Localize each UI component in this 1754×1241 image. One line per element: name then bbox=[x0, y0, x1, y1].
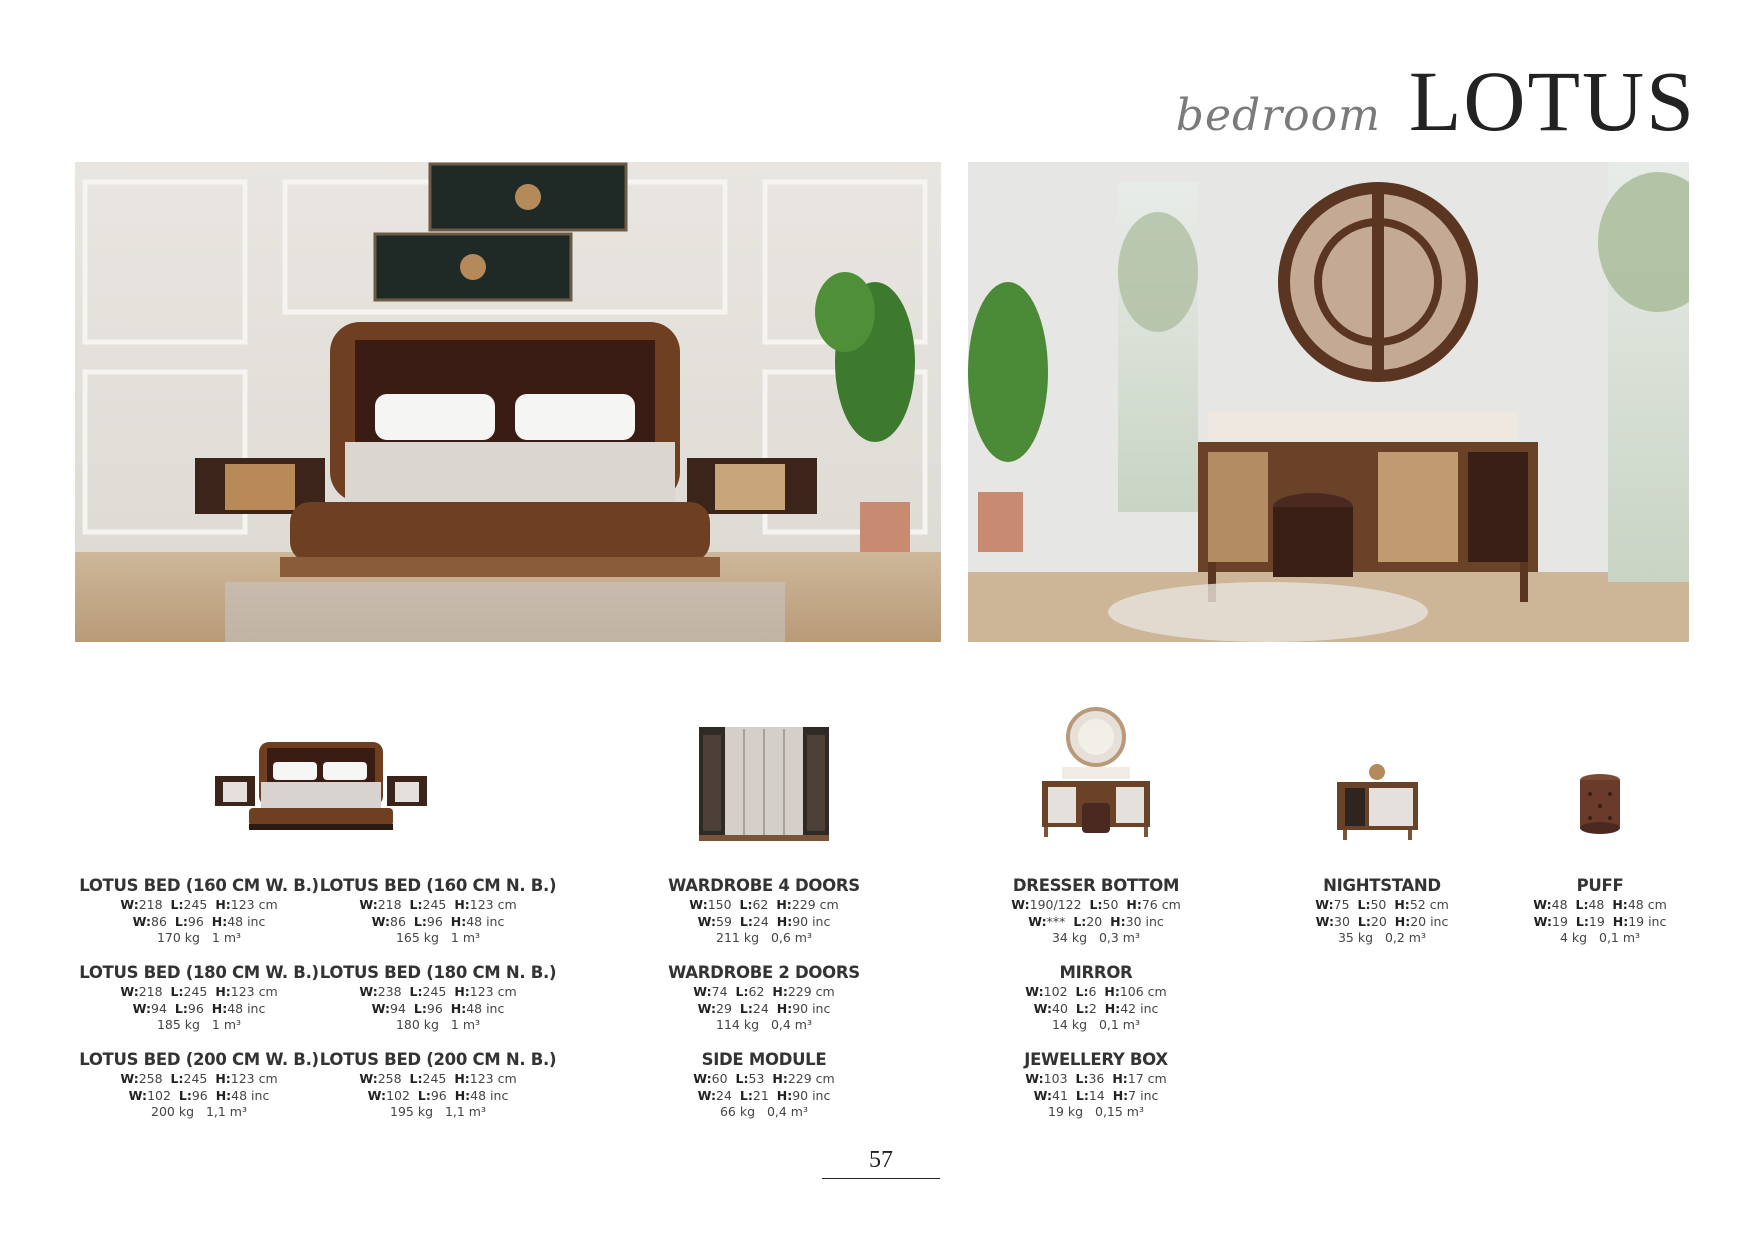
product-spec bbox=[318, 875, 558, 947]
product-spec bbox=[664, 1049, 864, 1121]
product-name: NIGHTSTAND bbox=[1323, 876, 1441, 895]
spec-metric: W:218 L:245 H:123 cm bbox=[359, 897, 517, 912]
spec-imperial: W:*** L:20 H:30 inc bbox=[1028, 913, 1164, 929]
product-spec bbox=[664, 962, 864, 1034]
product-spec bbox=[1001, 1049, 1191, 1121]
spec-imperial: W:24 L:21 H:90 inc bbox=[697, 1087, 831, 1103]
spec-imperial: W:94 L:96 H:48 inc bbox=[371, 1000, 505, 1016]
spec-weight-volume: 200 kg 1,1 m³ bbox=[151, 1104, 247, 1119]
puff-thumbnail bbox=[1578, 774, 1622, 834]
spec-weight-volume: 14 kg 0,1 m³ bbox=[1051, 1017, 1140, 1032]
spec-metric: W:102 L:6 H:106 cm bbox=[1025, 984, 1167, 999]
product-name: LOTUS BED (160 CM N. B.) bbox=[319, 876, 557, 895]
spec-weight-volume: 195 kg 1,1 m³ bbox=[390, 1104, 486, 1119]
spec-weight-volume: 66 kg 0,4 m³ bbox=[719, 1104, 808, 1119]
spec-imperial: W:102 L:96 H:48 inc bbox=[128, 1087, 270, 1103]
product-name: DRESSER BOTTOM bbox=[1012, 876, 1180, 895]
product-name: SIDE MODULE bbox=[701, 1050, 827, 1069]
spec-metric: W:190/122 L:50 H:76 cm bbox=[1011, 897, 1181, 912]
product-spec bbox=[318, 1049, 558, 1121]
product-spec bbox=[79, 962, 319, 1034]
product-spec bbox=[1522, 875, 1678, 947]
spec-weight-volume: 211 kg 0,6 m³ bbox=[716, 930, 812, 945]
spec-metric: W:258 L:245 H:123 cm bbox=[359, 1071, 517, 1086]
spec-weight-volume: 19 kg 0,15 m³ bbox=[1048, 1104, 1144, 1119]
spec-weight-volume: 170 kg 1 m³ bbox=[156, 930, 242, 945]
product-spec bbox=[1001, 962, 1191, 1034]
spec-metric: W:74 L:62 H:229 cm bbox=[693, 984, 835, 999]
spec-weight-volume: 185 kg 1 m³ bbox=[156, 1017, 242, 1032]
nightstand-thumbnail bbox=[1335, 762, 1420, 840]
page-number: 57 bbox=[822, 1147, 940, 1179]
spec-metric: W:75 L:50 H:52 cm bbox=[1315, 897, 1449, 912]
spec-metric: W:48 L:48 H:48 cm bbox=[1533, 897, 1667, 912]
product-name: WARDROBE 4 DOORS bbox=[668, 876, 860, 895]
spec-imperial: W:86 L:96 H:48 inc bbox=[132, 913, 266, 929]
spec-imperial: W:102 L:96 H:48 inc bbox=[367, 1087, 509, 1103]
spec-metric: W:238 L:245 H:123 cm bbox=[359, 984, 517, 999]
product-spec bbox=[318, 962, 558, 1034]
spec-metric: W:218 L:245 H:123 cm bbox=[120, 984, 278, 999]
page-header bbox=[1175, 53, 1696, 149]
spec-weight-volume: 180 kg 1 m³ bbox=[395, 1017, 481, 1032]
wardrobe-thumbnail bbox=[699, 725, 829, 841]
product-name: PUFF bbox=[1576, 876, 1624, 895]
bedroom-photo bbox=[75, 162, 941, 642]
spec-imperial: W:94 L:96 H:48 inc bbox=[132, 1000, 266, 1016]
product-spec bbox=[79, 1049, 319, 1121]
dresser-thumbnail bbox=[1038, 707, 1154, 839]
product-spec bbox=[664, 875, 864, 947]
product-name: MIRROR bbox=[1059, 963, 1133, 982]
dresser-photo bbox=[968, 162, 1689, 642]
spec-weight-volume: 4 kg 0,1 m³ bbox=[1559, 930, 1641, 945]
spec-imperial: W:29 L:24 H:90 inc bbox=[697, 1000, 831, 1016]
spec-imperial: W:19 L:19 H:19 inc bbox=[1533, 913, 1667, 929]
spec-imperial: W:30 L:20 H:20 inc bbox=[1315, 913, 1449, 929]
spec-imperial: W:59 L:24 H:90 inc bbox=[697, 913, 831, 929]
product-spec bbox=[79, 875, 319, 947]
product-name: LOTUS BED (200 CM W. B.) bbox=[79, 1050, 319, 1069]
product-spec bbox=[1297, 875, 1467, 947]
spec-metric: W:103 L:36 H:17 cm bbox=[1025, 1071, 1167, 1086]
bed-thumbnail bbox=[215, 738, 427, 838]
spec-weight-volume: 34 kg 0,3 m³ bbox=[1051, 930, 1140, 945]
product-name: LOTUS BED (160 CM W. B.) bbox=[79, 876, 319, 895]
header-subtitle: bedroom bbox=[1175, 90, 1381, 141]
spec-metric: W:60 L:53 H:229 cm bbox=[693, 1071, 835, 1086]
product-name: LOTUS BED (200 CM N. B.) bbox=[319, 1050, 557, 1069]
spec-imperial: W:41 L:14 H:7 inc bbox=[1033, 1087, 1159, 1103]
product-name: JEWELLERY BOX bbox=[1024, 1050, 1168, 1069]
spec-imperial: W:40 L:2 H:42 inc bbox=[1033, 1000, 1159, 1016]
product-name: LOTUS BED (180 CM W. B.) bbox=[79, 963, 319, 982]
product-name: WARDROBE 2 DOORS bbox=[668, 963, 860, 982]
spec-metric: W:218 L:245 H:123 cm bbox=[120, 897, 278, 912]
spec-weight-volume: 35 kg 0,2 m³ bbox=[1337, 930, 1426, 945]
header-title: LOTUS bbox=[1408, 53, 1696, 149]
spec-imperial: W:86 L:96 H:48 inc bbox=[371, 913, 505, 929]
product-spec bbox=[1001, 875, 1191, 947]
spec-weight-volume: 114 kg 0,4 m³ bbox=[716, 1017, 812, 1032]
spec-metric: W:150 L:62 H:229 cm bbox=[689, 897, 839, 912]
spec-metric: W:258 L:245 H:123 cm bbox=[120, 1071, 278, 1086]
spec-weight-volume: 165 kg 1 m³ bbox=[395, 930, 481, 945]
product-name: LOTUS BED (180 CM N. B.) bbox=[319, 963, 557, 982]
